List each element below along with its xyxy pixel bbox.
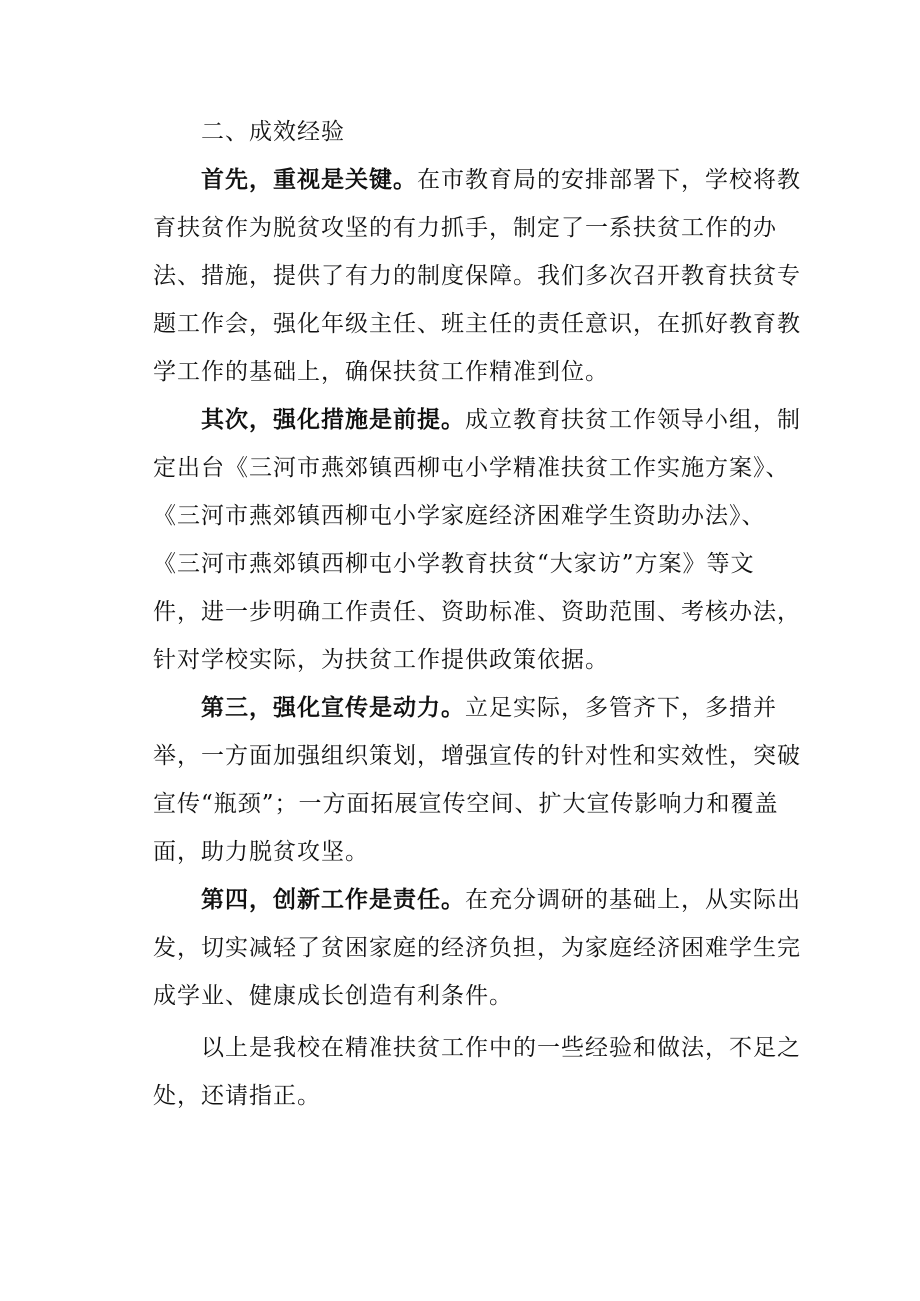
paragraph-5-line-2: 处，还请指正。 [153,1083,321,1109]
paragraph-1-lead: 首先，重视是关键。 [201,167,417,193]
paragraph-2-line-6: 针对学校实际，为扶贫工作提供政策依据。 [153,647,609,673]
paragraph-1-text: 在市教育局的安排部署下，学校将教 [417,167,801,193]
paragraph-2-lead: 其次，强化措施是前提。 [201,407,465,433]
paragraph-3-text: 立足实际，多管齐下，多措并 [465,695,777,721]
paragraph-4-text: 在充分调研的基础上，从实际出 [465,887,801,913]
paragraph-2-line-2: 定出台《三河市燕郊镇西柳屯小学精准扶贫工作实施方案》、 [153,455,790,481]
paragraph-4-line-1 [201,884,801,916]
paragraph-4-lead: 第四，创新工作是责任。 [201,887,465,913]
section-heading: 二、成效经验 [201,119,345,145]
paragraph-3-line-3: 宣传“瓶颈”；一方面拓展宣传空间、扩大宣传影响力和覆盖 [153,791,779,817]
paragraph-2-line-3: 《三河市燕郊镇西柳屯小学家庭经济困难学生资助办法》、 [153,503,766,529]
paragraph-1-line-4: 题工作会，强化年级主任、班主任的责任意识，在抓好教育教 [153,311,801,337]
paragraph-2-line-5: 件，进一步明确工作责任、资助标准、资助范围、考核办法， [153,599,801,625]
paragraph-3-line-2: 举，一方面加强组织策划，增强宣传的针对性和实效性，突破 [153,743,801,769]
paragraph-5-line-1: 以上是我校在精准扶贫工作中的一些经验和做法，不足之 [201,1035,801,1061]
paragraph-1-line-2: 育扶贫作为脱贫攻坚的有力抓手，制定了一系扶贫工作的办 [153,215,777,241]
paragraph-4-line-2: 发，切实减轻了贫困家庭的经济负担，为家庭经济困难学生完 [153,935,801,961]
paragraph-1-line-1 [201,164,801,196]
paragraph-2-text: 成立教育扶贫工作领导小组，制 [465,407,801,433]
paragraph-2-line-4: 《三河市燕郊镇西柳屯小学教育扶贫“大家访”方案》等文 [153,551,755,577]
paragraph-3-line-1 [201,692,777,724]
paragraph-3-lead: 第三，强化宣传是动力。 [201,695,465,721]
paragraph-3-line-4: 面，助力脱贫攻坚。 [153,839,369,865]
paragraph-4-line-3: 成学业、健康成长创造有利条件。 [153,983,513,1009]
paragraph-1-line-5: 学工作的基础上，确保扶贫工作精准到位。 [153,359,609,385]
paragraph-1-line-3: 法、措施，提供了有力的制度保障。我们多次召开教育扶贫专 [153,263,801,289]
paragraph-2-line-1 [201,404,801,436]
